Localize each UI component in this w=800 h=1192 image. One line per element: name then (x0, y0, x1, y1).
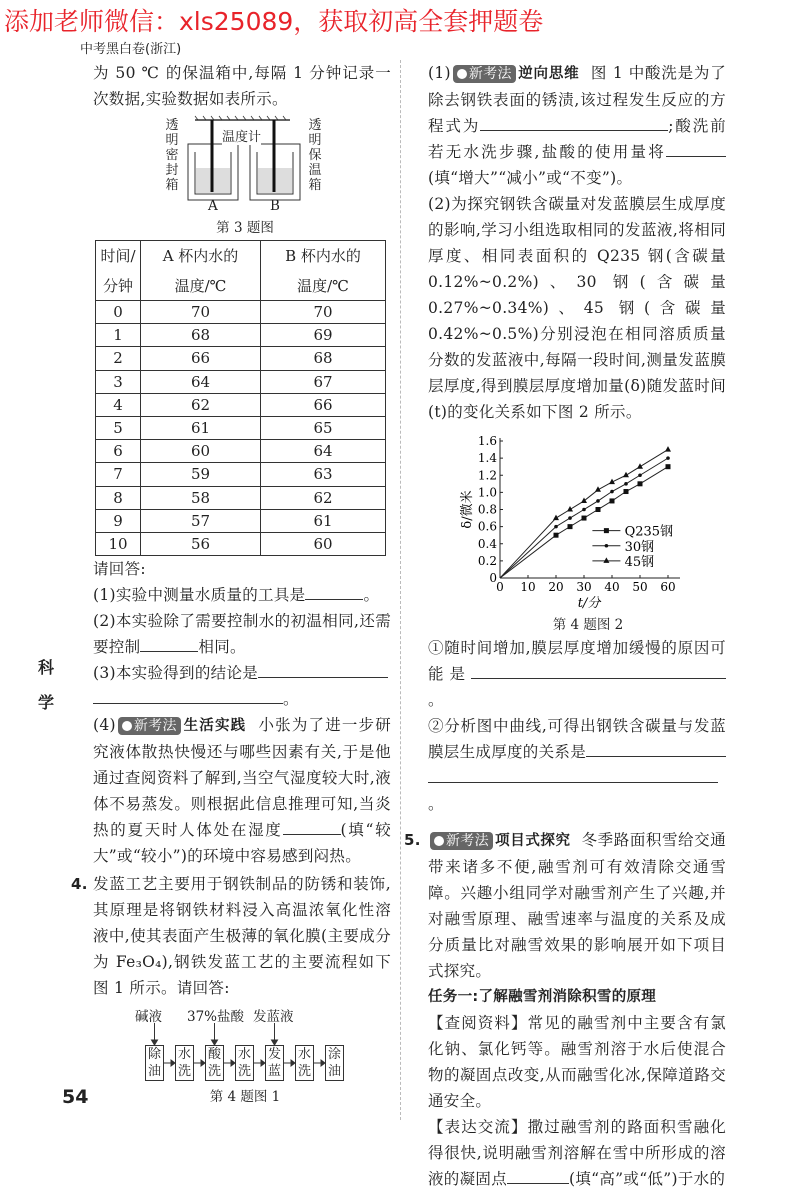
y-tick-label: 1.2 (477, 468, 497, 483)
answer-blank[interactable] (666, 140, 726, 157)
bulb-icon (457, 69, 467, 79)
new-method-badge (453, 65, 516, 83)
sub-question-1 (428, 635, 726, 713)
beaker-a-label: A (208, 198, 218, 214)
period: 。 (428, 795, 444, 813)
table-cell: 61 (261, 509, 386, 532)
table-row (96, 301, 386, 324)
data-point (581, 497, 587, 503)
table-row (96, 440, 386, 463)
answer-blank[interactable] (283, 818, 341, 835)
table-cell: 62 (141, 393, 261, 416)
table-cell: 61 (141, 416, 261, 439)
table-row (96, 370, 386, 393)
data-point (610, 498, 615, 503)
answer-blank[interactable] (305, 583, 363, 600)
table-cell: 8 (96, 486, 141, 509)
flow-step: 发蓝 (265, 1045, 284, 1081)
flow-step: 酸洗 (205, 1045, 224, 1081)
sub-question-1-text: ①随时间增加,膜层厚度增加缓慢的原因可能是 (428, 639, 726, 683)
flow-step: 水洗 (295, 1045, 314, 1081)
y-tick-label: 0.6 (477, 519, 497, 534)
question-3 (93, 660, 391, 712)
table-cell: 2 (96, 347, 141, 370)
table-row (96, 416, 386, 439)
table-cell: 10 (96, 532, 141, 555)
data-point (554, 525, 558, 529)
data-point (568, 524, 573, 529)
table-header-row (96, 241, 386, 271)
figure-4-2-caption: 第 4 题图 2 (552, 617, 624, 633)
discussion-body: 【表达交流】撒过融雪剂的路面积雪融化得很快,说明融雪剂溶解在雪中所形成的溶液的凝固点 (428, 1118, 726, 1188)
y-tick-label: 1.4 (477, 451, 497, 466)
table-cell: 7 (96, 463, 141, 486)
table-cell: 57 (141, 509, 261, 532)
table-cell: 60 (141, 440, 261, 463)
x-tick-label: 10 (520, 580, 536, 594)
table-cell: 1 (96, 324, 141, 347)
data-point (666, 464, 671, 469)
x-tick-label: 40 (604, 580, 620, 594)
badge-text: 新考法 (468, 66, 512, 82)
y-tick-label: 1.0 (477, 485, 497, 500)
table-row (96, 324, 386, 347)
x-tick-label: 0 (496, 580, 504, 594)
side-label-1: 科 (38, 658, 55, 677)
table-header-cell: B 杯内水的 (261, 241, 386, 271)
flow-input-3: 发蓝液 (253, 1009, 294, 1026)
y-tick-label: 0 (489, 571, 497, 585)
question-1-kind: 逆向思维 (517, 66, 580, 82)
insulated-box-label: 透明保温箱 (308, 118, 322, 193)
data-point (666, 456, 670, 460)
table-row (96, 393, 386, 416)
data-point (596, 507, 601, 512)
legend-marker (605, 544, 609, 548)
data-point (665, 446, 671, 452)
y-tick-label: 1.6 (477, 434, 497, 448)
table-cell: 68 (261, 347, 386, 370)
question-1-mid: ;酸洗前若无水洗步骤,盐酸的使用量将 (428, 117, 726, 161)
flow-input-1: 碱液 (135, 1009, 162, 1026)
table-cell: 65 (261, 416, 386, 439)
table-row (96, 347, 386, 370)
table-cell: 68 (141, 324, 261, 347)
problem-5-text (404, 827, 727, 984)
x-axis-label: t/分 (577, 596, 601, 611)
thickness-chart (458, 431, 698, 613)
legend-marker (603, 557, 609, 563)
table-cell: 59 (141, 463, 261, 486)
sub-question-2-text: ②分析图中曲线,可得出钢铁含碳量与发蓝膜层生成厚度的关系是 (428, 717, 726, 761)
figure-3 (93, 112, 391, 236)
flow-step: 水洗 (175, 1045, 194, 1081)
data-table (95, 240, 386, 556)
table-cell: 64 (261, 440, 386, 463)
intro-text: 为 50 ℃ 的保温箱中,每隔 1 分钟记录一次数据,实验数据如表所示。 (93, 64, 391, 108)
period: 。 (363, 586, 380, 605)
period: 。 (283, 690, 299, 709)
discussion-tail: (填“高”或“低”)于水的 (569, 1170, 726, 1188)
table-cell: 70 (141, 301, 261, 324)
table-cell: 66 (261, 393, 386, 416)
problem-4-body: 发蓝工艺主要用于钢铁制品的防锈和装饰,其原理是将钢铁材料浸入高温浓氧化性溶液中,使其表面产生极薄的氧化膜(主要成分为 Fe₃O₄),钢铁发蓝工艺的主要流程如下图 1 所示。请回答: (93, 875, 391, 998)
table-row (96, 486, 386, 509)
y-tick-label: 0.4 (477, 536, 497, 551)
new-method-badge (430, 832, 493, 850)
side-label-2: 学 (38, 693, 55, 712)
table-cell: 3 (96, 370, 141, 393)
question-1-tail: (填“增大”“减小”或“不变”)。 (428, 169, 633, 187)
figure-4-2 (428, 425, 726, 635)
table-cell: 70 (261, 301, 386, 324)
figure-4-1 (93, 1005, 391, 1106)
column-divider (400, 60, 401, 1120)
right-question-1 (428, 60, 726, 191)
bulb-icon (122, 721, 132, 731)
table-cell: 56 (141, 532, 261, 555)
answer-blank[interactable] (258, 661, 388, 678)
data-point (596, 499, 600, 503)
problem-5-kind: 项目式探究 (494, 833, 571, 849)
data-point (638, 481, 643, 486)
data-point (638, 473, 642, 477)
y-axis-label: δ/微米 (460, 490, 475, 529)
x-tick-label: 30 (576, 580, 592, 594)
y-tick-label: 0.2 (477, 553, 497, 568)
ask-label: 请回答: (93, 560, 146, 579)
table-cell: 63 (261, 463, 386, 486)
watermark-banner: 添加老师微信：xls25089，获取初高全套押题卷 (4, 7, 544, 36)
right-column (404, 60, 727, 1192)
data-point (554, 533, 559, 538)
table-row (96, 509, 386, 532)
y-tick-label: 0.8 (477, 502, 497, 517)
question-3-text: (3)本实验得到的结论是 (93, 664, 259, 683)
table-cell: 6 (96, 440, 141, 463)
table-cell: 9 (96, 509, 141, 532)
task-1-heading: 任务一:了解融雪剂消除积雪的原理 (428, 989, 657, 1005)
problem-4-text (71, 871, 391, 1001)
table-cell: 58 (141, 486, 261, 509)
table-cell: 66 (141, 347, 261, 370)
question-2-tail: 相同。 (198, 638, 246, 657)
problem-4-number: 4. (71, 875, 88, 894)
period: 。 (428, 691, 444, 709)
answer-blank[interactable] (507, 1167, 569, 1184)
right-question-2: (2)为探究钢铁含碳量对发蓝膜层生成厚度的影响,学习小组选取相同的发蓝液,将相同厚度、相同表面积的 Q235 钢(含碳量 0.12%~0.2%)、30 钢(含碳量 0.27%~0.34%)、45 钢(含碳量 0.42%~0.5%)分别浸泡在相同溶质质量分数的发蓝液中,每隔一段时间,测量发蓝膜层厚度,得到膜层厚度增加量(δ)随发蓝时间(t)的变化关系如下图 2 所示。 (428, 195, 726, 421)
badge-text: 新考法 (446, 833, 489, 849)
table-cell: 0 (96, 301, 141, 324)
table-cell: 5 (96, 416, 141, 439)
question-1-text: 图 1 中酸洗是为了除去钢铁表面的锈渍,该过程发生反应的方程式为 (428, 64, 726, 135)
table-cell: 69 (261, 324, 386, 347)
question-1-text: (1)实验中测量水质量的工具是 (93, 586, 306, 605)
question-4-num: (4) (93, 716, 116, 735)
data-point (610, 490, 614, 494)
table-row (96, 532, 386, 555)
legend-label: 30钢 (624, 539, 655, 555)
table-cell: 60 (261, 532, 386, 555)
problem-5-body: 冬季路面积雪给交通带来诸多不便,融雪剂可有效清除交通雪障。兴趣小组同学对融雪剂产生了兴趣,并对融雪原理、融雪速率与温度的关系及成分质量比对融雪效果的影响展开如下项目式探究。 (428, 831, 727, 980)
table-header-cell: 分钟 (96, 271, 141, 301)
sealed-box-label: 透明密封箱 (165, 118, 179, 193)
page-number: 54 (62, 1086, 89, 1108)
table-header-cell: A 杯内水的 (141, 241, 261, 271)
legend-label: Q235钢 (624, 524, 674, 540)
bulb-icon (434, 836, 444, 846)
question-4-kind: 生活实践 (182, 718, 247, 735)
table-header-cell: 温度/℃ (261, 271, 386, 301)
table-header-cell: 温度/℃ (141, 271, 261, 301)
question-4-text: 小张为了进一步研究液体散热快慢还与哪些因素有关,于是他通过查阅资料了解到,当空气湿度较大时,液体不易蒸发。则根据此信息推理可知,当炎热的夏天时人体处在湿度 (93, 716, 391, 840)
x-tick-label: 50 (632, 580, 648, 594)
problem-5-number: 5. (404, 831, 421, 849)
discussion-text (428, 1114, 726, 1192)
table-cell: 4 (96, 393, 141, 416)
data-point (582, 508, 586, 512)
answer-blank[interactable] (428, 766, 718, 783)
data-point (568, 516, 572, 520)
data-point (624, 489, 629, 494)
table-row (96, 463, 386, 486)
reference-text: 【查阅资料】常见的融雪剂中主要含有氯化钠、氯化钙等。融雪剂溶于水后使混合物的凝固点改变,从而融雪化冰,保障道路交通安全。 (428, 1014, 726, 1110)
data-point (624, 482, 628, 486)
question-1 (93, 582, 391, 608)
question-2 (93, 608, 391, 660)
running-header: 中考黑白卷(浙江) (80, 42, 182, 57)
answer-blank[interactable] (480, 114, 668, 131)
new-method-badge (118, 717, 181, 735)
legend-label: 45钢 (624, 554, 655, 570)
figure-4-1-caption: 第 4 题图 1 (209, 1089, 281, 1106)
question-4-tail: (填“较大”或“较小”)的环境中容易感到闷热。 (93, 821, 391, 866)
badge-text: 新考法 (133, 718, 177, 735)
sub-question-2 (428, 713, 726, 817)
table-header-row (96, 271, 386, 301)
answer-blank[interactable] (93, 687, 283, 704)
answer-blank[interactable] (586, 740, 726, 757)
answer-blank[interactable] (471, 662, 726, 679)
flow-step: 水洗 (235, 1045, 254, 1081)
data-point (582, 516, 587, 521)
table-cell: 67 (261, 370, 386, 393)
table-header-cell: 时间/ (96, 241, 141, 271)
flow-input-2: 37%盐酸 (187, 1009, 245, 1026)
beaker-b-label: B (270, 198, 280, 214)
table-cell: 62 (261, 486, 386, 509)
answer-blank[interactable] (140, 635, 198, 652)
figure-3-caption: 第 3 题图 (216, 220, 274, 236)
x-tick-label: 60 (660, 580, 676, 594)
thermometer-label: 温度计 (222, 126, 261, 145)
question-4 (93, 712, 391, 869)
question-2-text: (2)本实验除了需要控制水的初温相同,还需要控制 (93, 612, 391, 657)
flow-step: 除油 (145, 1045, 164, 1081)
flow-step: 涂油 (325, 1045, 344, 1081)
table-cell: 64 (141, 370, 261, 393)
x-tick-label: 20 (548, 580, 564, 594)
question-1-num: (1) (428, 64, 451, 82)
legend-marker (604, 528, 609, 533)
